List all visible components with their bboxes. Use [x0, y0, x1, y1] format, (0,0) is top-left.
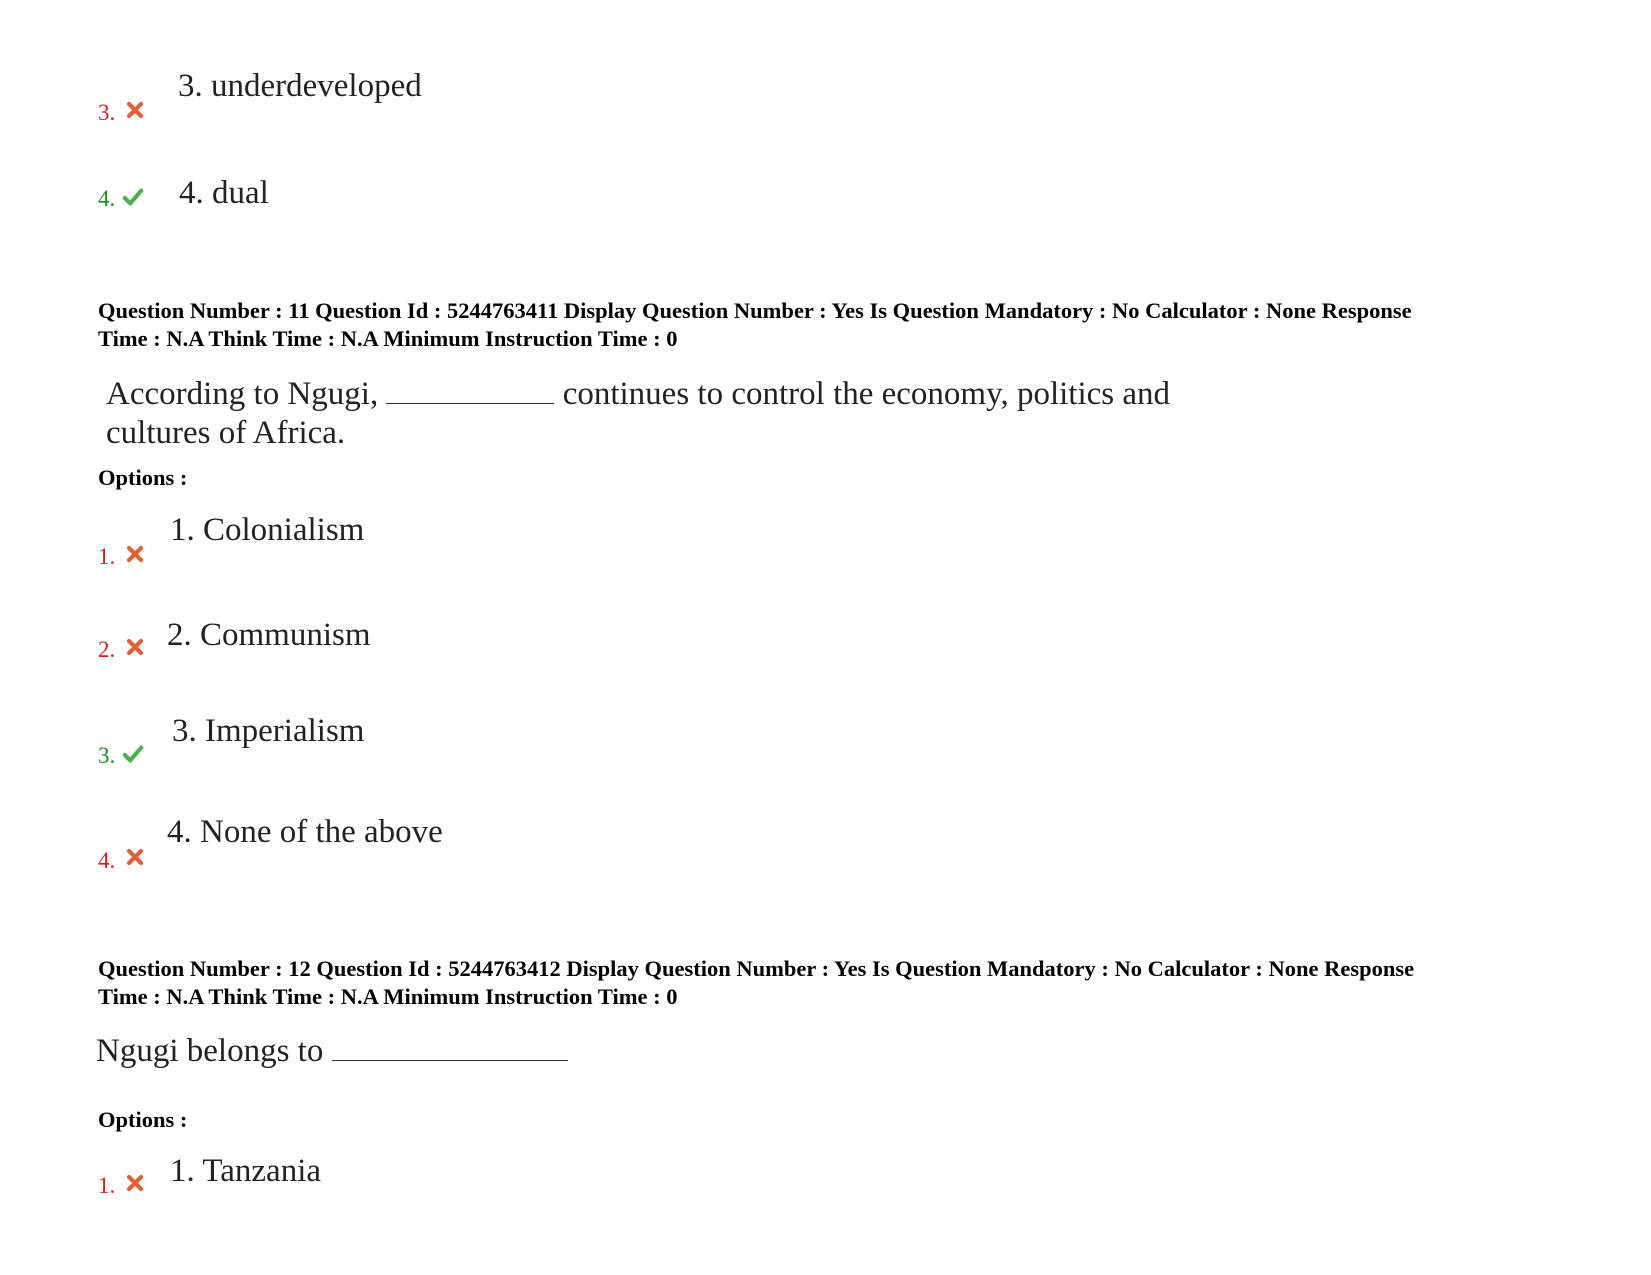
option-number: 4. [98, 186, 116, 211]
option-number: 4. [98, 848, 116, 873]
check-icon [122, 186, 144, 208]
option-text: 4. None of the above [167, 814, 443, 850]
cross-icon [124, 99, 146, 121]
question-text-part: continues to control the economy, politics and [562, 376, 1171, 412]
option-number: 3. [98, 100, 116, 125]
option-text: 1. Colonialism [170, 512, 365, 548]
option-text: 2. Communism [167, 617, 371, 653]
question-text-part: Ngugi belongs to [96, 1033, 324, 1069]
answer-blank [386, 375, 554, 404]
question-12-text [96, 1032, 568, 1071]
option-text: 3. underdeveloped [178, 68, 422, 104]
option-text: 4. dual [179, 175, 269, 211]
option-number: 1. [98, 544, 116, 569]
option-text: 3. Imperialism [172, 713, 365, 749]
option-number: 1. [98, 1173, 116, 1198]
cross-icon [124, 1172, 146, 1194]
options-label: Options : [98, 465, 188, 490]
option-text: 1. Tanzania [170, 1153, 322, 1189]
option-number: 2. [98, 637, 116, 662]
answer-blank [332, 1032, 568, 1061]
question-text-part: According to Ngugi, [106, 376, 379, 412]
cross-icon [124, 846, 146, 868]
options-label: Options : [98, 1107, 188, 1132]
question-12-meta: Question Number : 12 Question Id : 5244763412 Display Question Number : Yes Is Question Mandatory : No Calculator : None Response Time : N.A Think Time : N.A Minimum Instruction Time : 0 [98, 956, 1415, 1009]
question-11-meta: Question Number : 11 Question Id : 5244763411 Display Question Number : Yes Is Question Mandatory : No Calculator : None Response Time : N.A Think Time : N.A Minimum Instruction Time : 0 [98, 298, 1412, 351]
cross-icon [124, 543, 146, 565]
check-icon [122, 743, 144, 765]
question-11-text [106, 375, 1170, 414]
cross-icon [124, 636, 146, 658]
option-number: 3. [98, 743, 116, 768]
question-11-text-line2: cultures of Africa. [106, 415, 346, 451]
